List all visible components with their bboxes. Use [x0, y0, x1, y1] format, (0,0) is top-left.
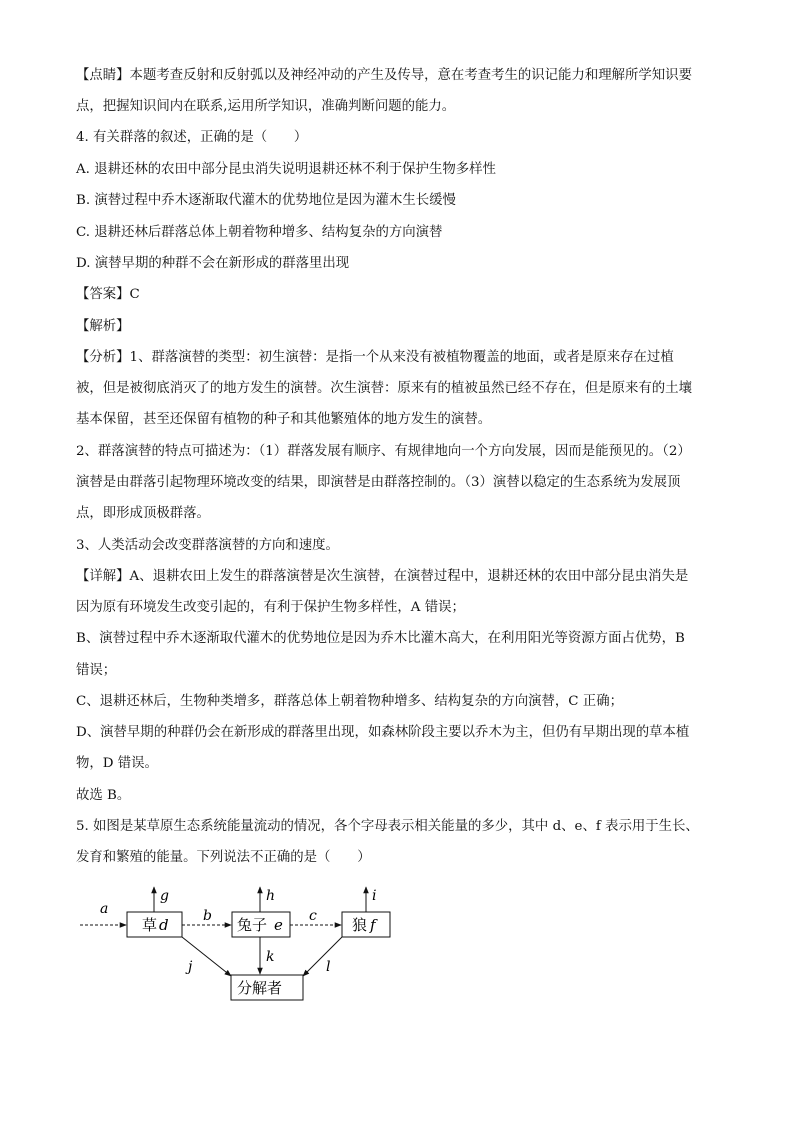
text-line: 错误； — [76, 663, 117, 678]
text-line: 被，但是被彻底消灭了的地方发生的演替。次生演替：原来有的植被虽然已经不存在，但是原来有的土壤 — [76, 381, 692, 396]
text-line: 因为原有环境发生改变引起的，有利于保护生物多样性，A 错误； — [76, 600, 465, 615]
option-a: A. 退耕还林的农田中部分昆虫消失说明退耕还林不利于保护生物多样性 — [76, 162, 496, 177]
energy-flow-diagram — [76, 880, 416, 1010]
rabbit-label: 兔子 — [237, 916, 268, 934]
text-line: 基本保留，甚至还保留有植物的种子和其他繁殖体的地方发生的演替。 — [76, 412, 492, 427]
text-line: 3、人类活动会改变群落演替的方向和速度。 — [76, 538, 339, 553]
text-line: C、退耕还林后，生物种类增多，群落总体上朝着物种增多、结构复杂的方向演替，C 正确； — [76, 694, 623, 709]
text-line: 故选 B。 — [76, 788, 131, 803]
text-line: 2、群落演替的特点可描述为：（1）群落发展有顺序、有规律地向一个方向发展，因而是能预见的。（2） — [76, 444, 691, 459]
decomposer-label: 分解者 — [237, 979, 283, 997]
text-line: 物，D 错误。 — [76, 756, 158, 771]
option-b: B. 演替过程中乔木逐渐取代灌木的优势地位是因为灌木生长缓慢 — [76, 193, 456, 208]
question-4-stem: 4. 有关群落的叙述，正确的是（ ） — [76, 130, 308, 145]
text-line: 【点睛】本题考查反射和反射弧以及神经冲动的产生及传导，意在考查考生的识记能力和理解所学知识要 — [76, 68, 692, 83]
text-line: B、演替过程中乔木逐渐取代灌木的优势地位是因为乔木比灌木高大，在利用阳光等资源方面占优势，B — [76, 631, 685, 646]
label-j: j — [188, 959, 193, 975]
text-line: 点，把握知识间内在联系,运用所学知识，准确判断问题的能力。 — [76, 99, 456, 114]
question-5-stem: 5. 如图是某草原生态系统能量流动的情况，各个字母表示相关能量的多少，其中 d、e、f 表示用于生长、 — [76, 819, 699, 834]
answer-line: 【答案】C — [76, 287, 140, 302]
wolf-label: 狼 — [352, 916, 368, 934]
label-h: h — [266, 888, 276, 904]
text-line: 【详解】A、退耕农田上发生的群落演替是次生演替，在演替过程中，退耕还林的农田中部分昆虫消失是 — [76, 569, 689, 584]
option-d: D. 演替早期的种群不会在新形成的群落里出现 — [76, 256, 350, 271]
label-l: l — [326, 959, 331, 975]
wolf-var: f — [370, 916, 376, 934]
rabbit-var: e — [274, 916, 283, 934]
label-a: a — [100, 901, 109, 917]
text-line: 演替是由群落引起物理环境改变的结果，即演替是由群落控制的。（3）演替以稳定的生态系统为发展顶 — [76, 475, 681, 490]
option-c: C. 退耕还林后群落总体上朝着物种增多、结构复杂的方向演替 — [76, 225, 443, 240]
grass-label: 草 — [142, 916, 158, 934]
label-c: c — [309, 908, 317, 924]
analysis-heading: 【解析】 — [76, 319, 130, 334]
text-line: 【分析】1、群落演替的类型：初生演替：是指一个从来没有被植物覆盖的地面，或者是原来存在过植 — [76, 350, 674, 365]
label-g: g — [160, 888, 169, 904]
label-k: k — [266, 949, 275, 965]
grass-var: d — [159, 916, 169, 934]
label-i: i — [372, 888, 377, 904]
label-b: b — [203, 908, 212, 924]
question-5-stem: 发育和繁殖的能量。下列说法不正确的是（ ） — [76, 850, 371, 865]
arrow-l — [303, 937, 342, 976]
text-line: D、演替早期的种群仍会在新形成的群落里出现，如森林阶段主要以乔木为主，但仍有早期出现的草本植 — [76, 725, 690, 740]
text-line: 点，即形成顶极群落。 — [76, 506, 210, 521]
